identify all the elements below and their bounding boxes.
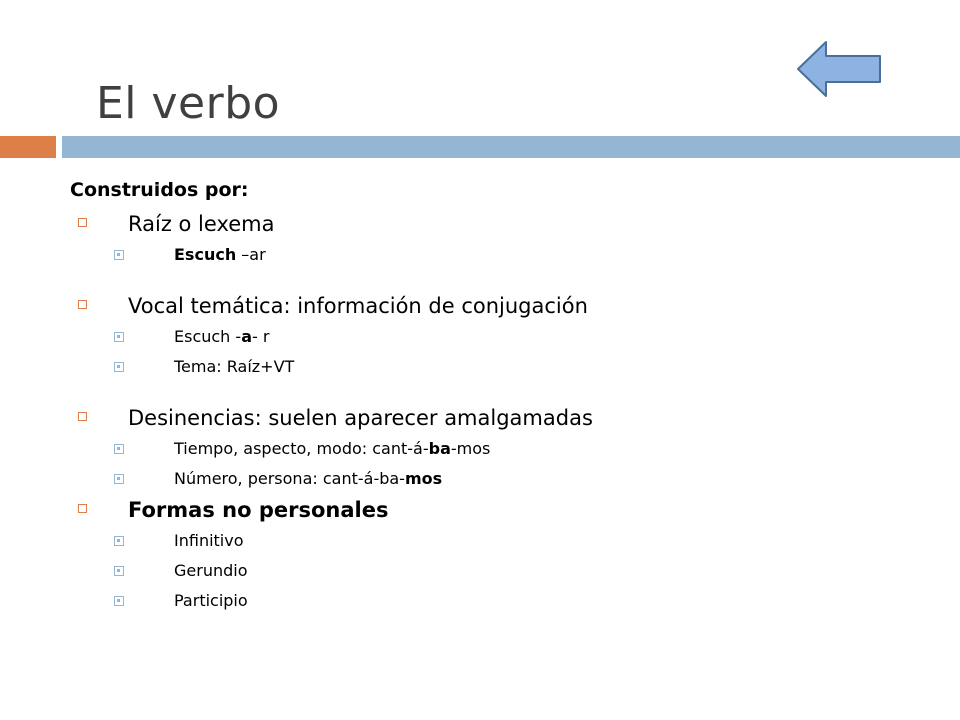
- left-arrow-icon: [798, 42, 880, 96]
- sub-list-item: [70, 526, 930, 556]
- sub-item-text: –ar: [236, 245, 266, 264]
- list-item-label: Raíz o lexema: [128, 212, 275, 236]
- sub-item-text: - r: [251, 327, 270, 346]
- title-rule-bar: [62, 136, 960, 158]
- sub-item-bold: Escuch: [174, 245, 237, 264]
- square-bullet-icon: [78, 300, 87, 309]
- sub-item-bold: mos: [404, 469, 443, 488]
- sub-list-item: [70, 240, 930, 270]
- sub-item-bold: ba: [428, 439, 451, 458]
- list-item: [70, 290, 930, 322]
- body-heading: Construidos por:: [70, 179, 249, 201]
- slide-title: El verbo: [96, 78, 281, 129]
- list-item: [70, 494, 930, 526]
- square-bullet-icon: [114, 362, 124, 372]
- sub-list-item: [70, 352, 930, 382]
- sub-list-item: [70, 586, 930, 616]
- back-arrow-button[interactable]: [796, 40, 884, 98]
- square-bullet-icon: [114, 444, 124, 454]
- square-bullet-icon: [114, 536, 124, 546]
- list-item-label: Vocal temática: información de conjugación: [128, 294, 588, 318]
- sub-list-item: [70, 556, 930, 586]
- square-bullet-icon: [114, 332, 124, 342]
- list-item: [70, 402, 930, 434]
- slide-body: [70, 176, 930, 616]
- title-accent-bar: [0, 136, 56, 158]
- sub-item-text: Tiempo, aspecto, modo: cant-á-: [174, 439, 429, 458]
- square-bullet-icon: [114, 474, 124, 484]
- square-bullet-icon: [78, 218, 87, 227]
- sub-item-text: Escuch -: [174, 327, 242, 346]
- square-bullet-icon: [78, 504, 87, 513]
- sub-item-text: Gerundio: [174, 561, 248, 580]
- sub-item-text: Tema: Raíz+VT: [174, 357, 295, 376]
- sub-list-item: [70, 322, 930, 352]
- sub-item-text: Participio: [174, 591, 248, 610]
- sub-item-bold: a: [241, 327, 252, 346]
- square-bullet-icon: [114, 596, 124, 606]
- square-bullet-icon: [78, 412, 87, 421]
- list-item-label: Desinencias: suelen aparecer amalgamadas: [128, 406, 593, 430]
- list-item-label: Formas no personales: [128, 498, 389, 522]
- sub-list-item: [70, 434, 930, 464]
- square-bullet-icon: [114, 250, 124, 260]
- list-item: [70, 208, 930, 240]
- sub-item-text: -mos: [450, 439, 491, 458]
- sub-item-text: Número, persona: cant-á-ba-: [174, 469, 405, 488]
- square-bullet-icon: [114, 566, 124, 576]
- sub-item-text: Infinitivo: [174, 531, 244, 550]
- sub-list-item: [70, 464, 930, 494]
